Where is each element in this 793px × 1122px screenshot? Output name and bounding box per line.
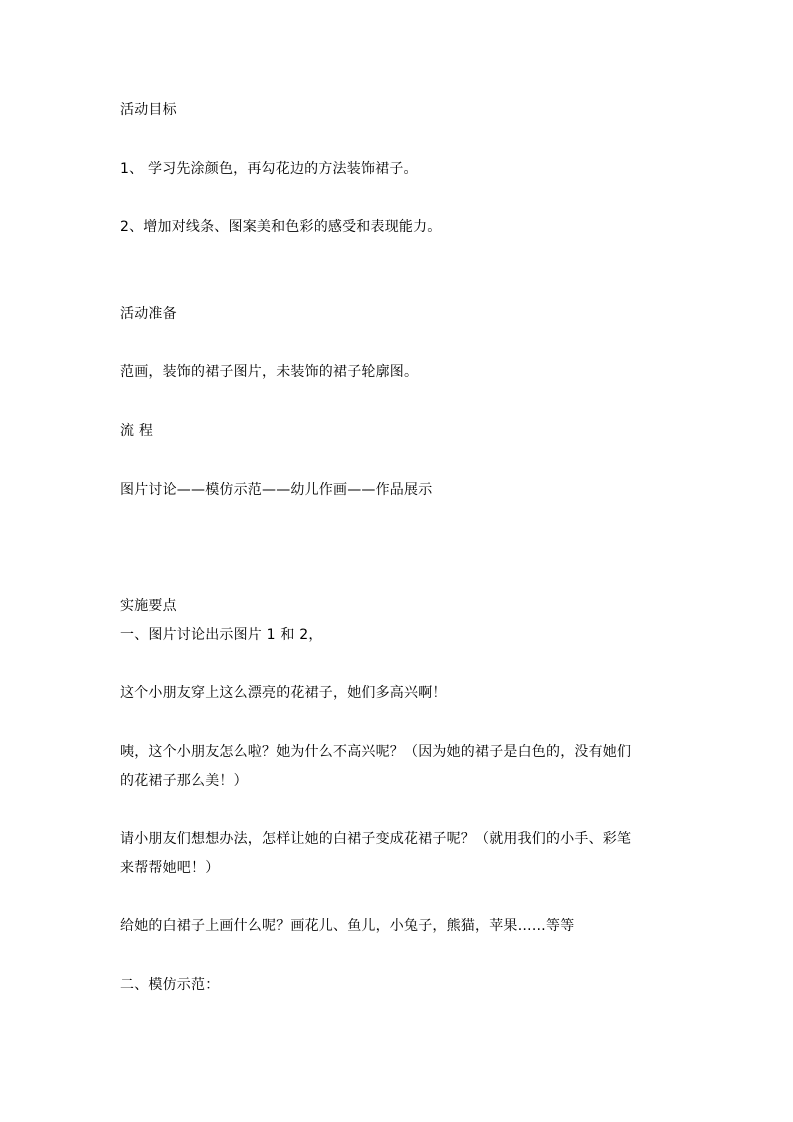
- paragraph: 咦，这个小朋友怎么啦？她为什么不高兴呢？（因为她的裙子是白色的，没有她们: [120, 744, 632, 760]
- paragraph: 这个小朋友穿上这么漂亮的花裙子，她们多高兴啊！: [120, 685, 447, 701]
- flow-heading: 流 程: [120, 423, 154, 439]
- goal-item-1: 1、 学习先涂颜色，再勾花边的方法装饰裙子。: [120, 161, 418, 177]
- goal-item-2: 2、增加对线条、图案美和色彩的感受和表现能力。: [120, 219, 442, 235]
- goals-heading: 活动目标: [120, 102, 177, 118]
- step1-title: 一、图片讨论出示图片 1 和 2，: [120, 627, 323, 643]
- prep-heading: 活动准备: [120, 306, 177, 322]
- flow-text: 图片讨论——模仿示范——幼儿作画——作品展示: [120, 482, 433, 498]
- paragraph: 请小朋友们想想办法，怎样让她的白裙子变成花裙子呢？（就用我们的小手、彩笔: [120, 831, 632, 847]
- paragraph: 的花裙子那么美！）: [120, 773, 248, 789]
- prep-text: 范画，装饰的裙子图片，未装饰的裙子轮廓图。: [120, 364, 419, 380]
- paragraph: 给她的白裙子上画什么呢？画花儿、鱼儿，小兔子，熊猫，苹果……等等: [120, 918, 575, 934]
- paragraph: 来帮帮她吧！）: [120, 860, 220, 876]
- step2-title: 二、模仿示范：: [120, 977, 220, 993]
- points-heading: 实施要点: [120, 598, 177, 614]
